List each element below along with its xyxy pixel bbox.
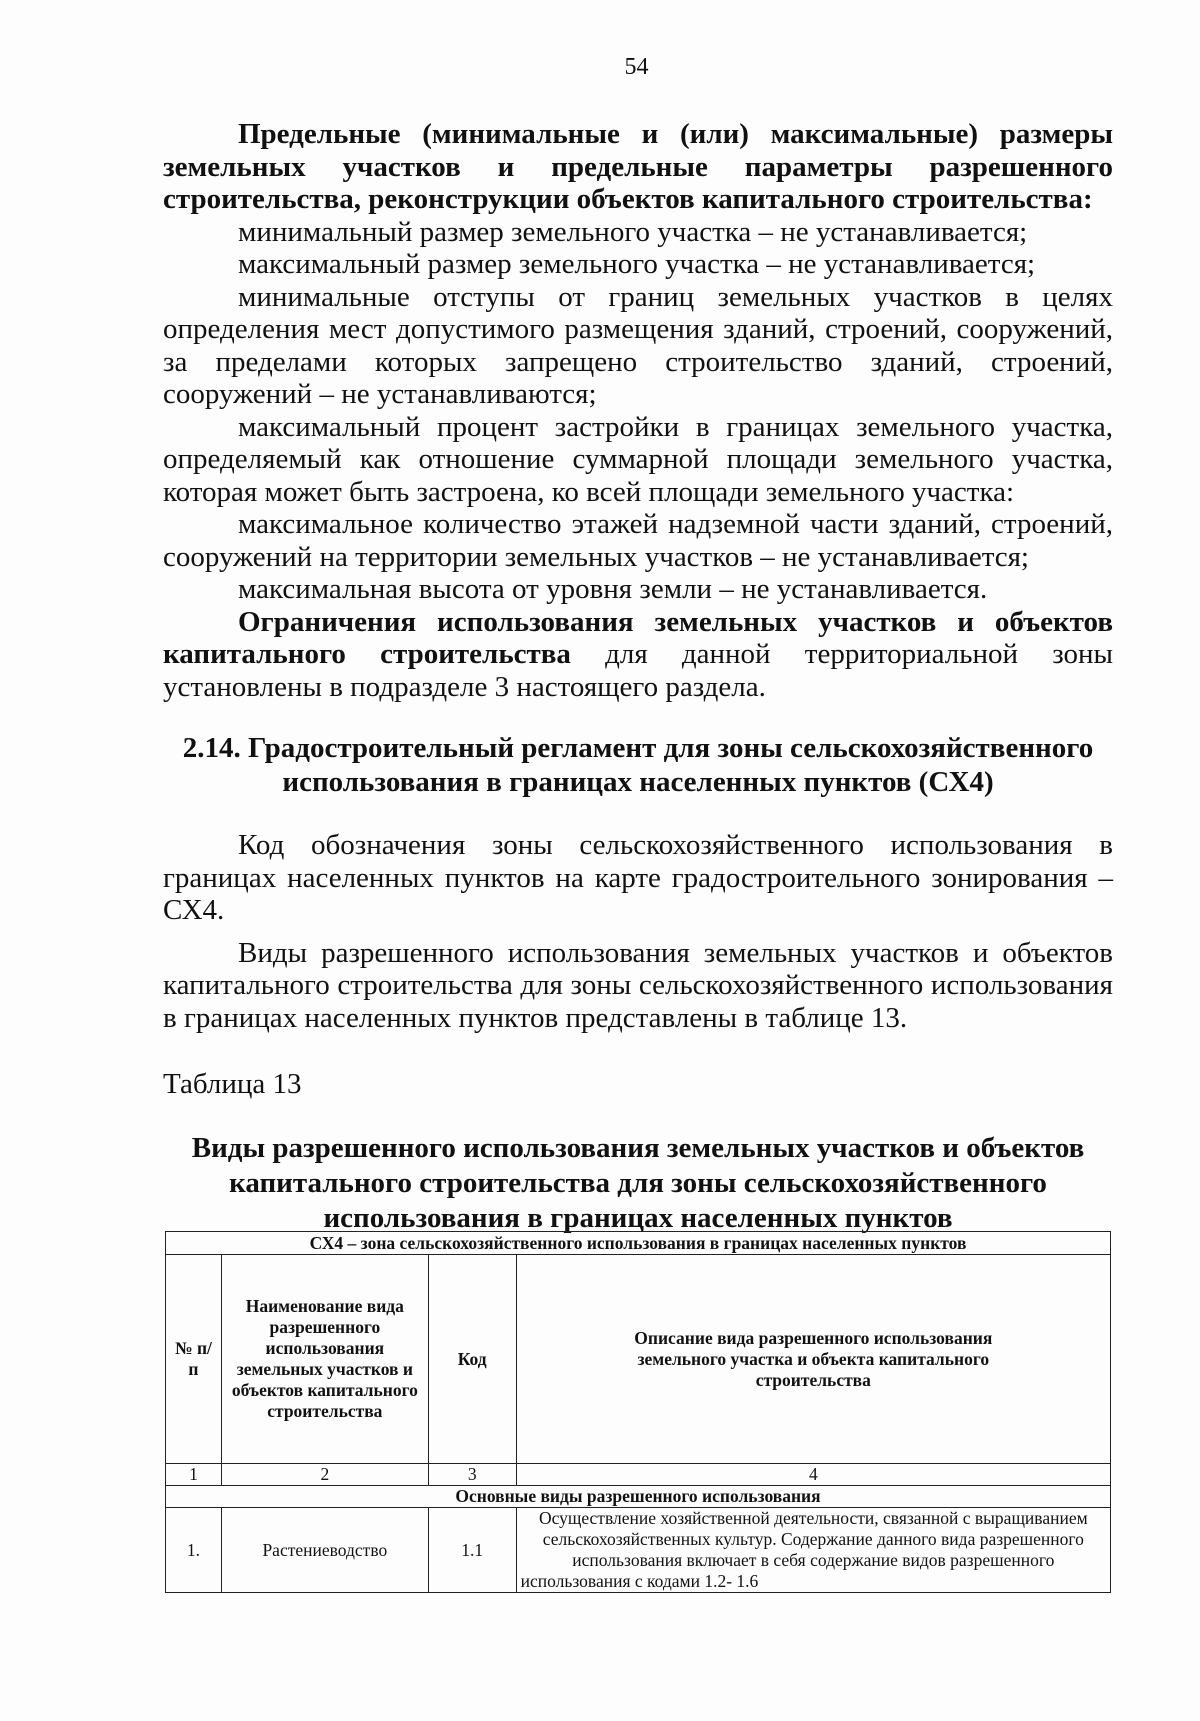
header-num: № п/п (166, 1255, 222, 1464)
row-code: 1.1 (428, 1508, 516, 1593)
table-caption: Таблица 13 (163, 1068, 302, 1100)
table-column-numbers-row (166, 1464, 1111, 1486)
row-name: Растениеводство (221, 1508, 428, 1593)
limit-item-5: максимальное количество этажей надземной части зданий, строений, сооружений на территории земельных участков – не устанавливается; (163, 508, 1113, 573)
limits-heading: Предельные (минимальные и (или) максимальные) размеры земельных участков и предельные параметры разрешенного строительства, реконструкции объектов капитального строительства: (163, 118, 1113, 215)
header-description: Описание вида разрешенного использования земельного участка и объекта капитального строительства (516, 1255, 1110, 1464)
limit-item-4: максимальный процент застройки в границах земельного участка, определяемый как отношение суммарной площади земельного участка, которая может быть застроена, ко всей площади земельного участка: (163, 410, 1113, 508)
section-title-line-2: использования в границах населенных пунктов (СХ4) (282, 766, 994, 798)
table-group-row (166, 1486, 1111, 1508)
colnum-1: 1 (166, 1464, 222, 1486)
table-header-row (166, 1255, 1111, 1464)
section-title (163, 731, 1113, 799)
page-number: 54 (624, 54, 649, 80)
colnum-3: 3 (428, 1464, 516, 1486)
header-code: Код (428, 1255, 516, 1464)
restrictions-paragraph (163, 606, 1113, 704)
limit-item-2: максимальный размер земельного участка – не устанавливается; (238, 248, 1036, 280)
restrictions-rest: для данной территориальной зоны установлены в подразделе 3 настоящего раздела. (163, 638, 1114, 703)
limit-item-1: минимальный размер земельного участка – не устанавливается; (238, 215, 1028, 248)
permitted-uses-paragraph: Виды разрешенного использования земельных участков и объектов капитального строительства для зоны сельскохозяйственного использования в границах населенных пунктов представлены в таблице 13. (163, 936, 1113, 1034)
table-title-line-1: Виды разрешенного использования земельных участков и объектов (191, 1131, 1085, 1164)
row-description: Осуществление хозяйственной деятельности, связанной с выращиванием сельскохозяйственных культур. Содержание данного вида разрешенного использования включает в себя содержание видов разрешенного использования с кодами 1.2- 1.6 (516, 1508, 1110, 1593)
row-num: 1. (166, 1508, 222, 1593)
table-zone-header-row (166, 1232, 1111, 1255)
permitted-uses-table (165, 1231, 1111, 1593)
zone-code-paragraph: Код обозначения зоны сельскохозяйственного использования в границах населенных пунктов на карте градостроительного зонирования – СХ4. (163, 829, 1113, 926)
group-main-uses: Основные виды разрешенного использования (166, 1486, 1111, 1508)
table-zone-header: СХ4 – зона сельскохозяйственного использования в границах населенных пунктов (166, 1232, 1111, 1255)
colnum-2: 2 (221, 1464, 428, 1486)
restrictions-bold: Ограничения использования земельных участков и объектов капитального строительства (163, 605, 1113, 670)
limit-item-6: максимальная высота от уровня земли – не устанавливается. (238, 573, 988, 605)
colnum-4: 4 (516, 1464, 1110, 1486)
table-title-line-3: использования в границах населенных пунктов (323, 1201, 953, 1234)
page-content (163, 118, 1113, 1236)
header-name: Наименование вида разрешенного использования земельных участков и объектов капитального строительства (221, 1255, 428, 1464)
table-row (166, 1508, 1111, 1593)
section-title-line-1: 2.14. Градостроительный регламент для зоны сельскохозяйственного (182, 732, 1094, 764)
limit-item-3: минимальные отступы от границ земельных участков в целях определения мест допустимого размещения зданий, строений, сооружений, за пределами которых запрещено строительство зданий, строений, сооружений – не устанавливаются; (163, 280, 1113, 410)
table-title (163, 1131, 1113, 1236)
table-title-line-2: капитального строительства для зоны сельскохозяйственного (229, 1166, 1047, 1199)
